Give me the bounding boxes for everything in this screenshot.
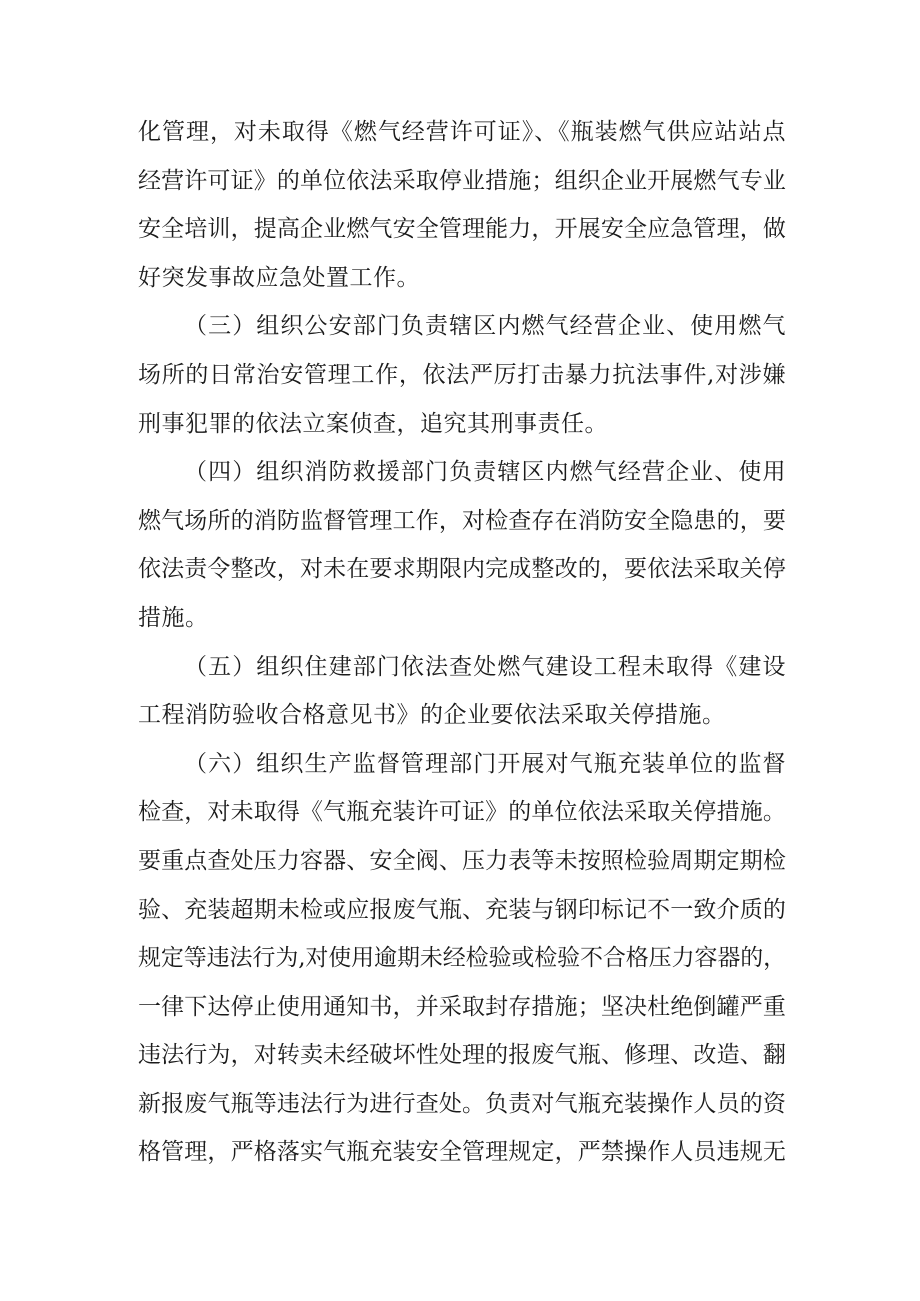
text-line: 好突发事故应急处置工作。 bbox=[138, 264, 420, 291]
text-line: （三）组织公安部门负责辖区内燃气经营企业、使用燃气 bbox=[184, 313, 786, 340]
text-line: 新报废气瓶等违法行为进行查处。负责对气瓶充装操作人员的资 bbox=[138, 1090, 786, 1117]
text-line: 规定等违法行为,对使用逾期未经检验或检验不合格压力容器的， bbox=[138, 945, 786, 972]
text-line: 经营许可证》的单位依法采取停业措施；组织企业开展燃气专业 bbox=[138, 167, 786, 194]
text-line: 安全培训，提高企业燃气安全管理能力，开展安全应急管理，做 bbox=[138, 216, 786, 243]
text-line: 违法行为，对转卖未经破坏性处理的报废气瓶、修理、改造、翻 bbox=[138, 1042, 786, 1069]
text-line: 依法责令整改，对未在要求期限内完成整改的，要依法采取关停 bbox=[138, 556, 786, 583]
text-line: 刑事犯罪的依法立案侦查，追究其刑事责任。 bbox=[138, 410, 608, 437]
paragraph-fire-rescue bbox=[138, 448, 786, 642]
paragraph-public-security bbox=[138, 302, 786, 448]
paragraph-continuation bbox=[138, 108, 786, 302]
text-line: 检查，对未取得《气瓶充装许可证》的单位依法采取关停措施。 bbox=[138, 799, 786, 826]
text-line: 措施。 bbox=[138, 604, 209, 631]
paragraph-housing-construction bbox=[138, 643, 786, 740]
text-line: （六）组织生产监督管理部门开展对气瓶充装单位的监督 bbox=[184, 750, 786, 777]
text-line: 一律下达停止使用通知书，并采取封存措施；坚决杜绝倒罐严重 bbox=[138, 993, 786, 1020]
text-line: 场所的日常治安管理工作，依法严厉打击暴力抗法事件,对涉嫌 bbox=[138, 361, 786, 388]
text-line: 验、充装超期未检或应报废气瓶、充装与钢印标记不一致介质的 bbox=[138, 896, 786, 923]
text-line: 工程消防验收合格意见书》的企业要依法采取关停措施。 bbox=[138, 702, 726, 729]
paragraph-production-supervision bbox=[138, 740, 786, 1177]
text-line: （四）组织消防救援部门负责辖区内燃气经营企业、使用 bbox=[184, 459, 786, 486]
text-line: （五）组织住建部门依法查处燃气建设工程未取得《建设 bbox=[184, 653, 786, 680]
text-line: 化管理，对未取得《燃气经营许可证》、《瓶装燃气供应站站点 bbox=[138, 119, 786, 145]
text-line: 燃气场所的消防监督管理工作，对检查存在消防安全隐患的，要 bbox=[138, 507, 786, 534]
text-line: 要重点查处压力容器、安全阀、压力表等未按照检验周期定期检 bbox=[138, 847, 786, 874]
document-body bbox=[138, 108, 786, 1177]
text-line: 格管理，严格落实气瓶充装安全管理规定，严禁操作人员违规无 bbox=[138, 1139, 786, 1166]
